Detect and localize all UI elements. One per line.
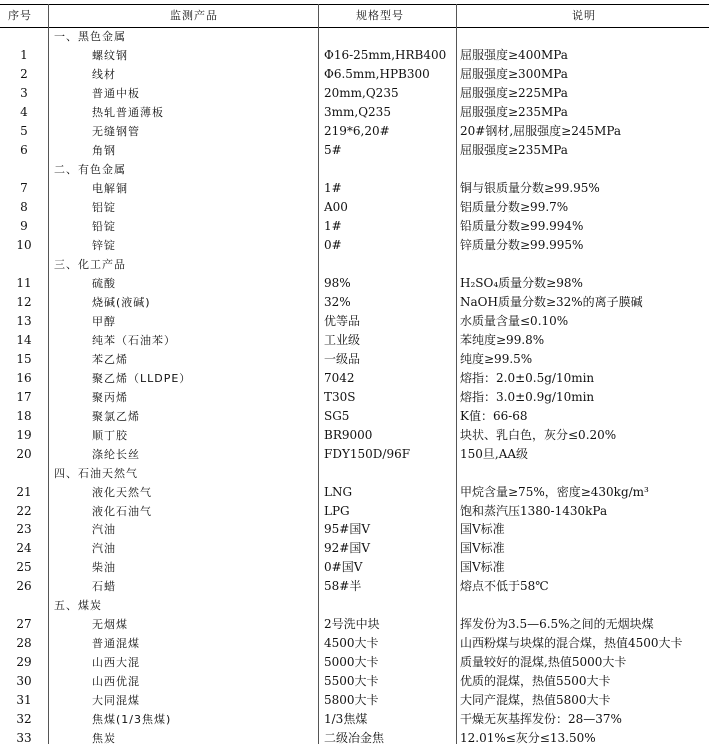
product-name: 螺纹钢	[92, 48, 128, 62]
table-row	[0, 179, 709, 198]
product-name: 石蜡	[92, 580, 116, 594]
note-text: NaOH质量分数≥32%的离子膜碱	[460, 294, 643, 309]
note-text: 屈服强度≥225MPa	[460, 85, 568, 100]
spec-value: 58#半	[324, 579, 362, 594]
note-text: 屈服强度≥300MPa	[460, 66, 568, 81]
row-number: 26	[16, 579, 32, 594]
product-name: 山西大混	[92, 656, 140, 670]
table-row	[0, 331, 709, 350]
spec-value: 3mm,Q235	[324, 104, 391, 119]
row-number: 7	[20, 180, 28, 195]
header-product: 监测产品	[170, 9, 218, 22]
product-name: 聚乙烯（LLDPE）	[92, 371, 192, 385]
table-row	[0, 198, 709, 217]
note-text: 屈服强度≥400MPa	[460, 47, 568, 62]
row-number: 29	[16, 655, 32, 670]
spec-value: BR9000	[324, 427, 373, 442]
row-number: 25	[16, 560, 32, 575]
row-number: 23	[16, 522, 32, 537]
header-no: 序号	[8, 9, 32, 22]
product-name: 烧碱(液碱)	[92, 295, 151, 309]
product-name: 硫酸	[92, 276, 116, 290]
row-number: 24	[16, 541, 32, 556]
note-text: 大同产混煤，热值5800大卡	[460, 693, 611, 708]
spec-value: T30S	[324, 389, 356, 404]
spec-value: 98%	[324, 275, 351, 290]
note-text: 150旦,AA级	[460, 446, 529, 461]
spec-value: LPG	[324, 503, 350, 518]
spec-value: 20mm,Q235	[324, 85, 399, 100]
spec-value: 5500大卡	[324, 674, 379, 689]
table-row	[0, 122, 709, 141]
note-text: 12.01%≤灰分≤13.50%	[460, 731, 596, 746]
product-name: 焦煤(1/3焦煤)	[92, 713, 172, 727]
product-name: 线材	[92, 67, 116, 81]
table-row	[0, 350, 709, 369]
spec-value: 92#国Ⅴ	[324, 541, 370, 556]
row-number: 30	[16, 674, 32, 689]
spec-value: 0#国Ⅴ	[324, 560, 363, 575]
table-row	[0, 483, 709, 502]
product-name: 焦炭	[92, 732, 116, 746]
spec-value: 1/3焦煤	[324, 712, 368, 727]
product-name: 角钢	[92, 143, 116, 157]
note-text: 甲烷含量≥75%，密度≥430kg/m³	[460, 484, 649, 499]
note-text: 20#钢材,屈服强度≥245MPa	[460, 123, 622, 138]
row-number: 12	[16, 294, 32, 309]
spec-value: 一级品	[324, 351, 361, 366]
table-row	[0, 634, 709, 653]
note-text: 国Ⅴ标准	[460, 541, 505, 556]
row-number: 28	[16, 636, 32, 651]
table-row	[0, 539, 709, 558]
note-text: 屈服强度≥235MPa	[460, 142, 568, 157]
product-name: 电解铜	[92, 181, 128, 195]
table-row	[0, 369, 709, 388]
table-row	[0, 46, 709, 65]
note-text: 块状、乳白色，灰分≤0.20%	[460, 427, 617, 442]
table-row	[0, 502, 709, 521]
table-row	[0, 520, 709, 539]
header-note: 说明	[572, 9, 596, 22]
row-number: 2	[20, 66, 28, 81]
table-row	[0, 691, 709, 710]
product-name: 聚氯乙烯	[92, 409, 140, 423]
spec-value: 0#	[324, 237, 342, 252]
table-row	[0, 445, 709, 464]
product-name: 液化石油气	[92, 504, 152, 518]
note-text: 山西粉煤与块煤的混合煤，热值4500大卡	[460, 636, 683, 651]
table-row	[0, 236, 709, 255]
row-number: 33	[16, 731, 32, 746]
product-name: 铝锭	[92, 200, 116, 214]
spec-value: 95#国Ⅴ	[324, 522, 370, 537]
product-name: 锌锭	[92, 238, 116, 252]
product-name: 涤纶长丝	[92, 447, 140, 461]
row-number: 4	[20, 104, 28, 119]
product-name: 液化天然气	[92, 485, 152, 499]
table-row	[0, 729, 709, 748]
product-name: 柴油	[92, 561, 116, 575]
product-name: 大同混煤	[92, 694, 140, 708]
product-name: 汽油	[92, 523, 116, 537]
note-text: 锌质量分数≥99.995%	[460, 237, 584, 252]
row-number: 16	[16, 370, 32, 385]
spec-value: 2号洗中块	[324, 617, 380, 632]
row-number: 19	[16, 427, 32, 442]
table-row	[0, 558, 709, 577]
spec-value: SG5	[324, 408, 350, 423]
product-name: 热轧普通薄板	[92, 105, 164, 119]
table-row	[0, 388, 709, 407]
row-number: 13	[16, 313, 32, 328]
note-text: 饱和蒸汽压1380-1430kPa	[460, 503, 608, 518]
spec-value: 5#	[324, 142, 342, 157]
note-text: 优质的混煤，热值5500大卡	[460, 674, 611, 689]
table-row	[0, 615, 709, 634]
spec-value: 4500大卡	[324, 636, 379, 651]
spec-value: 优等品	[324, 313, 361, 328]
category-row	[0, 160, 709, 179]
note-text: 熔指：2.0±0.5g/10min	[460, 370, 595, 385]
note-text: K值：66-68	[460, 408, 528, 423]
row-number: 17	[16, 389, 32, 404]
row-number: 18	[16, 408, 32, 423]
spec-value: 工业级	[324, 332, 361, 347]
note-text: 熔指：3.0±0.9g/10min	[460, 389, 595, 404]
category-row	[0, 255, 709, 274]
table-row	[0, 312, 709, 331]
note-text: 干燥无灰基挥发份：28—37%	[460, 712, 622, 727]
spec-value: Φ6.5mm,HPB300	[324, 66, 430, 81]
product-name: 铅锭	[92, 219, 116, 233]
spec-value: 二级冶金焦	[324, 731, 385, 746]
note-text: 国Ⅴ标准	[460, 522, 505, 537]
table-row	[0, 577, 709, 596]
row-number: 31	[16, 693, 32, 708]
category-row	[0, 464, 709, 483]
spec-value: A00	[324, 199, 348, 214]
table-row	[0, 653, 709, 672]
header-spec: 规格型号	[356, 9, 404, 22]
category-label: 二、有色金属	[54, 162, 126, 176]
product-name: 甲醇	[92, 314, 116, 328]
row-number: 10	[16, 237, 32, 252]
note-text: 铜与银质量分数≥99.95%	[460, 180, 600, 195]
category-label: 五、煤炭	[54, 599, 102, 613]
table-row	[0, 293, 709, 312]
category-row	[0, 596, 709, 615]
table-row	[0, 84, 709, 103]
row-number: 8	[20, 199, 28, 214]
note-text: 水质量含量≤0.10%	[460, 313, 569, 328]
note-text: 铝质量分数≥99.7%	[460, 199, 569, 214]
product-name: 苯乙烯	[92, 352, 128, 366]
table-row	[0, 426, 709, 445]
table-row	[0, 672, 709, 691]
row-number: 14	[16, 332, 32, 347]
product-name: 山西优混	[92, 675, 140, 689]
row-number: 21	[16, 484, 32, 499]
product-name: 普通混煤	[92, 637, 140, 651]
table-row	[0, 217, 709, 236]
spec-value: Φ16-25mm,HRB400	[324, 47, 447, 62]
spec-value: 1#	[324, 218, 342, 233]
product-name: 聚丙烯	[92, 390, 128, 404]
table-header	[0, 4, 709, 28]
row-number: 20	[16, 446, 32, 461]
row-number: 11	[16, 275, 32, 290]
table-row	[0, 141, 709, 160]
row-number: 27	[16, 617, 32, 632]
product-name: 无烟煤	[92, 618, 128, 632]
table-row	[0, 103, 709, 122]
row-number: 22	[16, 503, 32, 518]
note-text: 屈服强度≥235MPa	[460, 104, 568, 119]
note-text: 质量较好的混煤,热值5000大卡	[460, 655, 627, 670]
table-row	[0, 407, 709, 426]
row-number: 5	[20, 123, 28, 138]
spec-value: 219*6,20#	[324, 123, 390, 138]
note-text: H₂SO₄质量分数≥98%	[460, 275, 583, 290]
row-number: 9	[20, 218, 28, 233]
table-row	[0, 710, 709, 729]
product-name: 普通中板	[92, 86, 140, 100]
spec-value: 1#	[324, 180, 342, 195]
spec-value: 7042	[324, 370, 355, 385]
product-name: 顺丁胶	[92, 428, 128, 442]
row-number: 1	[20, 47, 28, 62]
row-number: 15	[16, 351, 32, 366]
row-number: 32	[16, 712, 32, 727]
note-text: 熔点不低于58℃	[460, 579, 549, 594]
spec-value: LNG	[324, 484, 353, 499]
note-text: 纯度≥99.5%	[460, 351, 533, 366]
row-number: 3	[20, 85, 28, 100]
row-number: 6	[20, 142, 28, 157]
note-text: 苯纯度≥99.8%	[460, 332, 545, 347]
spec-value: 5000大卡	[324, 655, 379, 670]
note-text: 国Ⅴ标准	[460, 560, 505, 575]
product-name: 无缝钢管	[92, 124, 140, 138]
category-row	[0, 27, 709, 46]
spec-value: 5800大卡	[324, 693, 379, 708]
category-label: 四、石油天然气	[54, 466, 138, 480]
table-row	[0, 274, 709, 293]
note-text: 挥发份为3.5—6.5%之间的无烟块煤	[460, 617, 654, 632]
product-name: 纯苯（石油苯）	[92, 333, 176, 347]
category-label: 一、黑色金属	[54, 30, 126, 43]
table-row	[0, 65, 709, 84]
product-name: 汽油	[92, 542, 116, 556]
note-text: 铅质量分数≥99.994%	[460, 218, 584, 233]
spec-value: FDY150D/96F	[324, 446, 411, 461]
spec-value: 32%	[324, 294, 351, 309]
category-label: 三、化工产品	[54, 257, 126, 271]
